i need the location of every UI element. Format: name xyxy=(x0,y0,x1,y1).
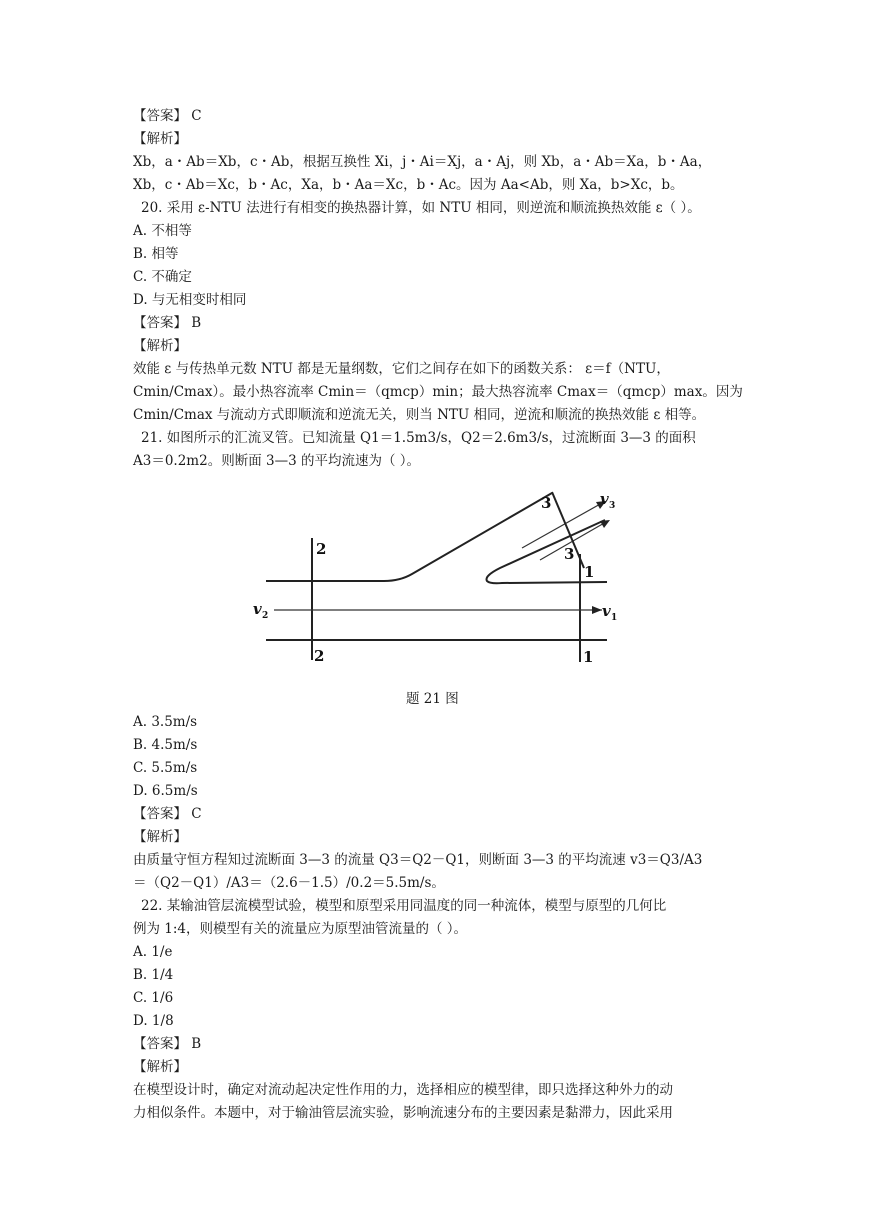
label-2-bottom: 2 xyxy=(314,647,325,665)
v1-arrow-icon xyxy=(592,606,602,614)
label-3-top: 3 xyxy=(541,494,552,512)
label-v2-sub: 2 xyxy=(262,611,269,621)
q20-option-b: B. 相等 xyxy=(133,246,179,262)
analysis-text-q20-line1: 效能 ε 与传热单元数 NTU 都是无量纲数，它们之间存在如下的函数关系： ε＝f（NTU， xyxy=(133,361,670,377)
question-22-line1: 22. 某输油管层流模型试验，模型和原型采用同温度的同一种流体，模型与原型的几何比 xyxy=(141,898,667,914)
label-1-bottom: 1 xyxy=(583,648,594,666)
q22-option-c: C. 1/6 xyxy=(133,990,174,1006)
analysis-text-q19-line1: Xb，a・Ab＝Xb，c・Ab，根据互换性 Xi，j・Ai＝Xj，a・Aj，则 Xb，a・Ab＝Xa，b・Aa， xyxy=(133,154,712,170)
upper-wall-branch xyxy=(266,493,552,581)
q22-option-d: D. 1/8 xyxy=(133,1013,174,1029)
question-21-line1: 21. 如图所示的汇流叉管。已知流量 Q1＝1.5m3/s，Q2＝2.6m3/s，过流断面 3—3 的面积 xyxy=(141,430,696,446)
analysis-heading-q19: 【解析】 xyxy=(133,131,187,147)
q22-option-a: A. 1/e xyxy=(133,944,173,960)
analysis-heading-q22: 【解析】 xyxy=(133,1059,187,1075)
answer-q21: 【答案】 C xyxy=(133,806,202,822)
analysis-text-q22-line1: 在模型设计时，确定对流动起决定性作用的力，选择相应的模型律，即只选择这种外力的动 xyxy=(133,1082,673,1098)
q22-option-b: B. 1/4 xyxy=(133,967,174,983)
answer-q19: 【答案】 C xyxy=(133,108,202,124)
question-20: 20. 采用 ε-NTU 法进行有相变的换热器计算，如 NTU 相同，则逆流和顺流换热效能 ε（ ）。 xyxy=(141,200,701,216)
analysis-heading-q20: 【解析】 xyxy=(133,338,187,354)
label-v1-sub: 1 xyxy=(611,613,618,623)
q20-option-a: A. 不相等 xyxy=(133,223,192,239)
q21-option-a: A. 3.5m/s xyxy=(133,714,198,730)
analysis-text-q22-line2: 力相似条件。本题中，对于输油管层流实验，影响流速分布的主要因素是黏滞力，因此采用 xyxy=(133,1105,673,1121)
q21-option-c: C. 5.5m/s xyxy=(133,760,198,776)
analysis-text-q20-line3: Cmin/Cmax 与流动方式即顺流和逆流无关，则当 NTU 相同，逆流和顺流的换热效能 ε 相等。 xyxy=(133,407,706,423)
analysis-text-q21-line1: 由质量守恒方程知过流断面 3—3 的流量 Q3＝Q2－Q1，则断面 3—3 的平均流速 v3＝Q3/A3 xyxy=(133,852,703,868)
analysis-text-q20-line2: Cmin/Cmax）。最小热容流率 Cmin＝（qmcp）min；最大热容流率 Cmax＝（qmcp）max。因为 xyxy=(133,384,743,400)
answer-q20: 【答案】 B xyxy=(133,315,202,331)
label-v1: v xyxy=(602,602,611,620)
q20-option-d: D. 与无相变时相同 xyxy=(133,292,247,308)
label-3-bottom: 3 xyxy=(564,545,575,563)
q20-option-c: C. 不确定 xyxy=(133,269,192,285)
label-v3: v xyxy=(600,490,609,508)
question-22-line2: 例为 1:4，则模型有关的流量应为原型油管流量的（ ）。 xyxy=(133,921,468,937)
analysis-text-q19-line2: Xb，c・Ab＝Xc，b・Ac，Xa，b・Aa＝Xc，b・Ac。因为 Aa<Ab，则 Xa，b>Xc，b。 xyxy=(133,177,684,193)
analysis-text-q21-line2: ＝（Q2－Q1）/A3＝（2.6－1.5）/0.2＝5.5m/s。 xyxy=(133,875,445,891)
label-1-top: 1 xyxy=(584,563,595,581)
q21-option-b: B. 4.5m/s xyxy=(133,737,198,753)
label-v2: v xyxy=(253,600,262,618)
q21-option-d: D. 6.5m/s xyxy=(133,783,198,799)
analysis-heading-q21: 【解析】 xyxy=(133,829,187,845)
junction-pipe-figure xyxy=(253,488,618,666)
label-v3-sub: 3 xyxy=(609,501,616,511)
figure-caption: 题 21 图 xyxy=(406,691,459,707)
question-21-line2: A3＝0.2m2。则断面 3—3 的平均流速为（ ）。 xyxy=(133,453,420,469)
answer-q22: 【答案】 B xyxy=(133,1036,202,1052)
branch-streamline-1 xyxy=(522,503,602,548)
label-2-top: 2 xyxy=(316,540,327,558)
